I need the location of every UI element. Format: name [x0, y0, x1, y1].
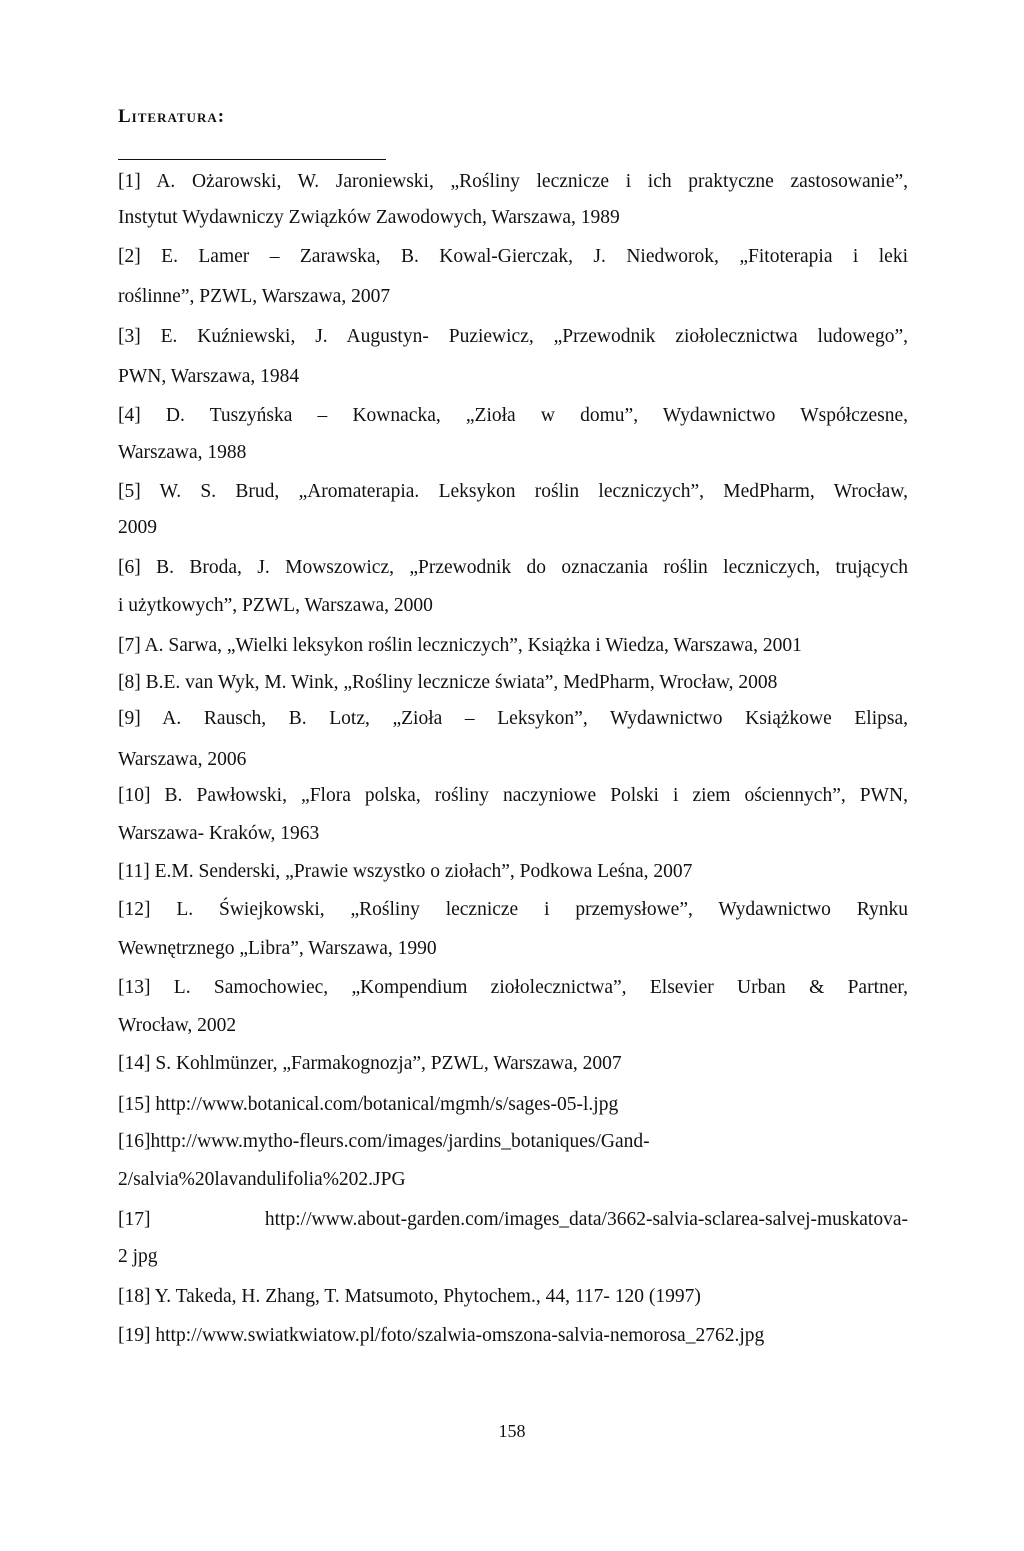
- reference-entry-continuation: 2/salvia%20lavandulifolia%202.JPG: [118, 1169, 406, 1190]
- heading-rule: [118, 159, 386, 160]
- reference-entry: [1] A. Ożarowski, W. Jaroniewski, „Rośliny lecznicze i ich praktyczne zastosowanie”,: [118, 171, 908, 192]
- reference-entry-continuation: Instytut Wydawniczy Związków Zawodowych, Warszawa, 1989: [118, 207, 620, 228]
- reference-entry-continuation: Wrocław, 2002: [118, 1015, 237, 1036]
- reference-entry: [16]http://www.mytho-fleurs.com/images/jardins_botaniques/Gand-: [118, 1131, 650, 1152]
- reference-entry: [7] A. Sarwa, „Wielki leksykon roślin leczniczych”, Książka i Wiedza, Warszawa, 2001: [118, 635, 802, 656]
- reference-entry: [18] Y. Takeda, H. Zhang, T. Matsumoto, Phytochem., 44, 117- 120 (1997): [118, 1286, 701, 1307]
- reference-entry-continuation: PWN, Warszawa, 1984: [118, 366, 300, 387]
- reference-entry: [15] http://www.botanical.com/botanical/mgmh/s/sages-05-l.jpg: [118, 1094, 619, 1115]
- references-heading: Literatura:: [118, 106, 226, 127]
- reference-entry: [12] L. Świejkowski, „Rośliny lecznicze i przemysłowe”, Wydawnictwo Rynku: [118, 899, 908, 920]
- reference-entry: [11] E.M. Senderski, „Prawie wszystko o ziołach”, Podkowa Leśna, 2007: [118, 861, 693, 882]
- reference-entry: [5] W. S. Brud, „Aromaterapia. Leksykon roślin leczniczych”, MedPharm, Wrocław,: [118, 481, 908, 502]
- reference-entry-continuation: 2009: [118, 517, 157, 538]
- reference-entry: [2] E. Lamer – Zarawska, B. Kowal-Gierczak, J. Niedworok, „Fitoterapia i leki: [118, 246, 908, 267]
- page-number: 158: [498, 1421, 526, 1441]
- reference-entry: [8] B.E. van Wyk, M. Wink, „Rośliny lecznicze świata”, MedPharm, Wrocław, 2008: [118, 672, 778, 693]
- reference-entry-continuation: roślinne”, PZWL, Warszawa, 2007: [118, 286, 391, 307]
- reference-entry: [17] http://www.about-garden.com/images_data/3662-salvia-sclarea-salvej-muskatova-: [118, 1209, 908, 1230]
- reference-entry: [13] L. Samochowiec, „Kompendium ziołolecznictwa”, Elsevier Urban & Partner,: [118, 977, 908, 998]
- reference-entry-continuation: i użytkowych”, PZWL, Warszawa, 2000: [118, 595, 433, 616]
- reference-entry-continuation: Warszawa, 1988: [118, 442, 247, 463]
- reference-entry: [14] S. Kohlmünzer, „Farmakognozja”, PZWL, Warszawa, 2007: [118, 1053, 622, 1074]
- reference-entry: [6] B. Broda, J. Mowszowicz, „Przewodnik do oznaczania roślin leczniczych, trujących: [118, 557, 908, 578]
- reference-entry-continuation: Wewnętrznego „Libra”, Warszawa, 1990: [118, 938, 437, 959]
- reference-entry-continuation: Warszawa- Kraków, 1963: [118, 823, 320, 844]
- reference-entry: [19] http://www.swiatkwiatow.pl/foto/szalwia-omszona-salvia-nemorosa_2762.jpg: [118, 1325, 765, 1346]
- reference-entry-continuation: Warszawa, 2006: [118, 749, 247, 770]
- reference-entry: [9] A. Rausch, B. Lotz, „Zioła – Leksykon”, Wydawnictwo Książkowe Elipsa,: [118, 708, 908, 729]
- reference-entry: [10] B. Pawłowski, „Flora polska, rośliny naczyniowe Polski i ziem ościennych”, PWN,: [118, 785, 908, 806]
- reference-entry: [4] D. Tuszyńska – Kownacka, „Zioła w domu”, Wydawnictwo Współczesne,: [118, 405, 908, 426]
- reference-entry-continuation: 2 jpg: [118, 1246, 158, 1267]
- reference-entry: [3] E. Kuźniewski, J. Augustyn- Puziewicz, „Przewodnik ziołolecznictwa ludowego”,: [118, 326, 908, 347]
